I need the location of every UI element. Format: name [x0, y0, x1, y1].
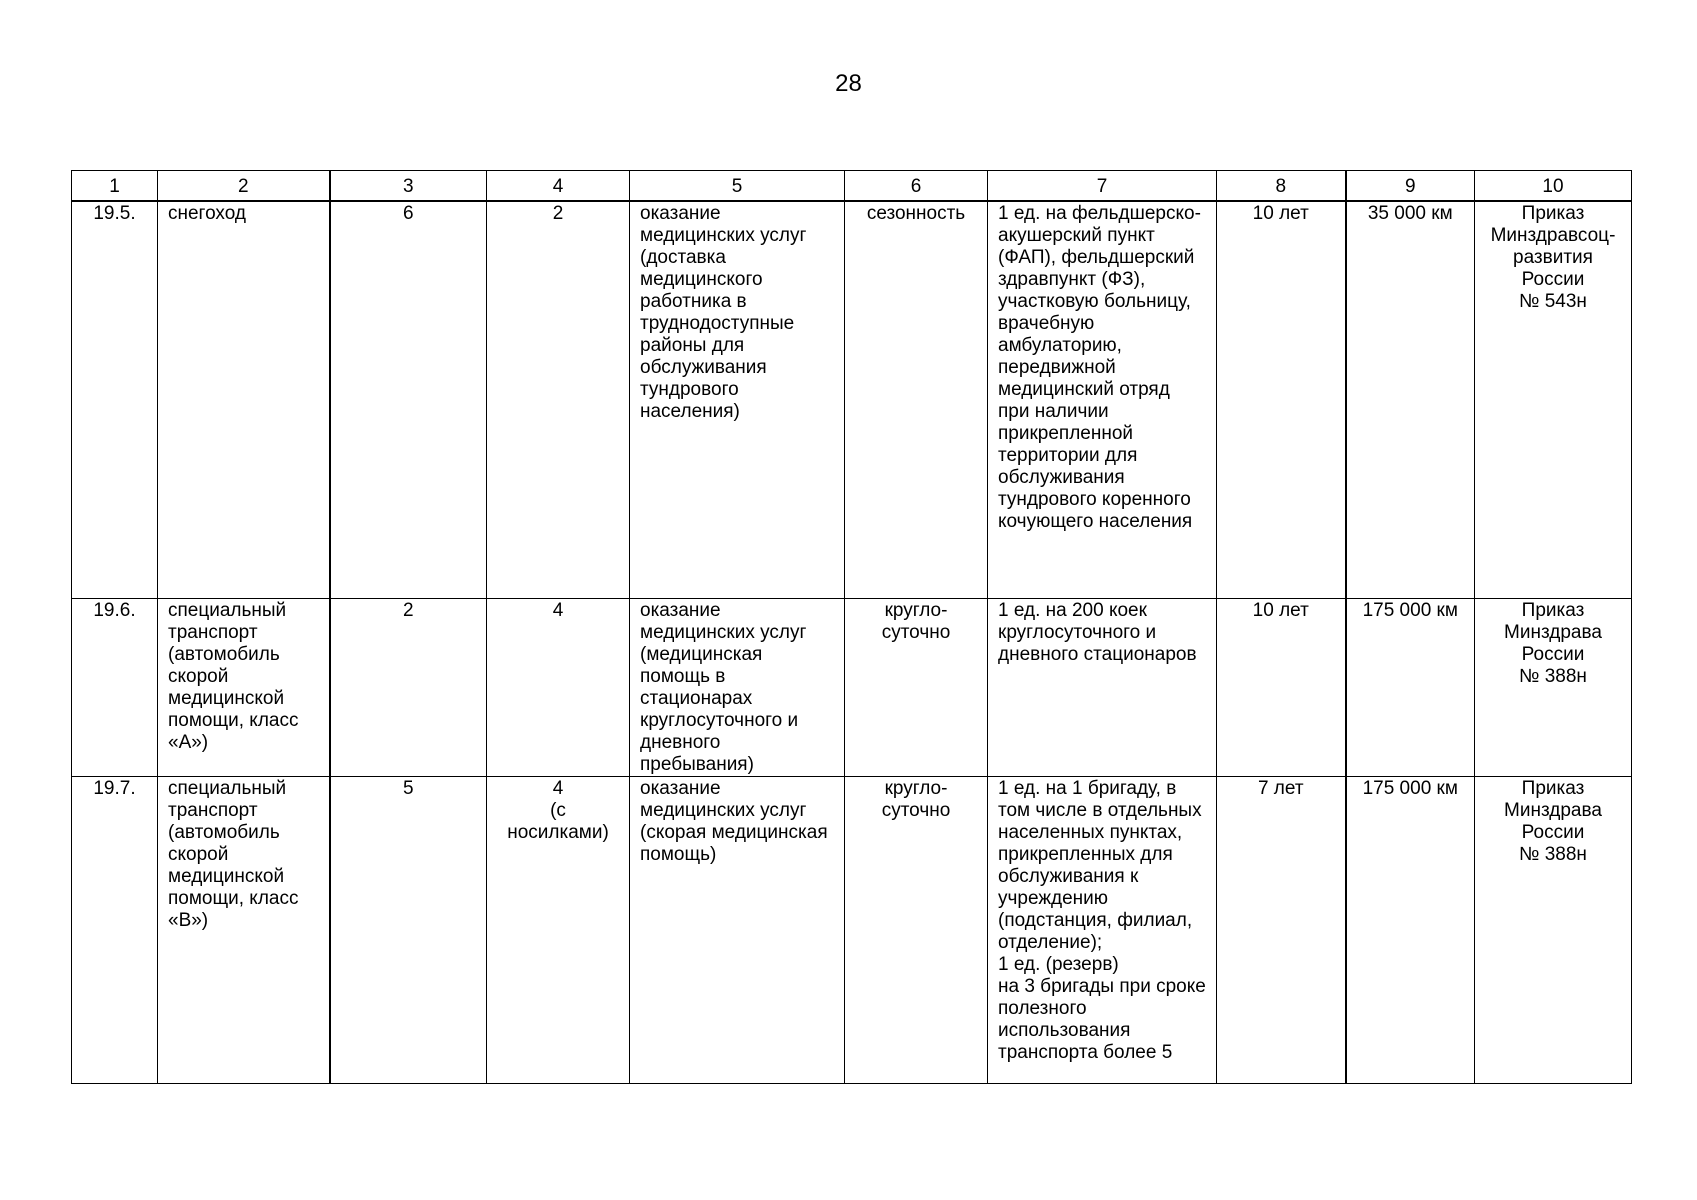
vehicle-name-cell: специальный транспорт (автомобиль скорой медицинской помощи, класс «В») [158, 777, 330, 1084]
vehicle-name-cell: снегоход [158, 201, 330, 599]
page-number: 28 [835, 70, 862, 97]
mode-line: сезонность [866, 203, 966, 224]
column-3-cell: 6 [330, 201, 487, 599]
norm-paragraph: на 3 бригады при сроке полезного использования транспорта более 5 [998, 976, 1206, 1063]
norm-cell [988, 777, 1217, 1084]
order-line: Приказ [1521, 203, 1585, 224]
mileage-cell: 175 000 км [1346, 777, 1475, 1084]
purpose-cell: оказание медицинских услуг (доставка медицинского работника в труднодоступные районы для обслуживания тундрового населения) [630, 201, 845, 599]
column-3-cell: 5 [330, 777, 487, 1084]
column-4-cell [487, 201, 630, 599]
order-line: России [1521, 822, 1585, 843]
column-header: 4 [487, 171, 630, 202]
term-cell: 10 лет [1217, 599, 1346, 777]
column-4-line: носилками) [507, 822, 609, 843]
row-number-cell: 19.7. [72, 777, 158, 1084]
norm-cell [988, 201, 1217, 599]
norm-paragraph: 1 ед. на фельдшерско-акушерский пункт (ФАП), фельдшерский здравпункт (ФЗ), участковую больницу, врачебную амбулаторию, передвижной медицинский отряд при наличии прикрепленной территории для обслуживания тундрового коренного кочующего населения [998, 203, 1201, 532]
norm-paragraph: 1 ед. (резерв) [998, 954, 1119, 975]
term-cell: 10 лет [1217, 201, 1346, 599]
table-row [72, 599, 1632, 777]
mode-line: суточно [881, 800, 951, 821]
column-header: 6 [845, 171, 988, 202]
column-header: 7 [988, 171, 1217, 202]
norm-paragraph: 1 ед. на 1 бригаду, в том числе в отдельных населенных пунктах, прикрепленных для обслуживания к учреждению (подстанция, филиал, отделение); [998, 778, 1202, 953]
column-4-line: (с [550, 800, 566, 821]
order-line: России [1521, 644, 1585, 665]
order-cell [1475, 599, 1632, 777]
column-4-cell [487, 777, 630, 1084]
column-header: 1 [72, 171, 158, 202]
vehicle-norms-table [71, 170, 1632, 1084]
order-line: России [1521, 269, 1585, 290]
norm-cell [988, 599, 1217, 777]
column-4-line: 4 [552, 600, 564, 621]
row-number-cell: 19.5. [72, 201, 158, 599]
mode-line: кругло- [884, 778, 948, 799]
mode-cell [845, 201, 988, 599]
norm-paragraph: 1 ед. на 200 коек круглосуточного и дневного стационаров [998, 600, 1197, 665]
column-header: 3 [330, 171, 487, 202]
order-line: Приказ [1521, 600, 1585, 621]
order-line: № 543н [1519, 291, 1587, 312]
column-4-line: 2 [552, 203, 564, 224]
mode-line: кругло- [884, 600, 948, 621]
column-header: 10 [1475, 171, 1632, 202]
column-3-cell: 2 [330, 599, 487, 777]
column-header: 5 [630, 171, 845, 202]
mode-cell [845, 777, 988, 1084]
mileage-cell: 35 000 км [1346, 201, 1475, 599]
order-line: Минздрава [1504, 800, 1602, 821]
mode-cell [845, 599, 988, 777]
order-line: Приказ [1521, 778, 1585, 799]
term-cell: 7 лет [1217, 777, 1346, 1084]
order-line: развития [1513, 247, 1593, 268]
column-4-cell [487, 599, 630, 777]
mileage-cell: 175 000 км [1346, 599, 1475, 777]
table-row [72, 201, 1632, 599]
mode-line: суточно [881, 622, 951, 643]
order-line: Минздрава [1504, 622, 1602, 643]
column-header: 2 [158, 171, 330, 202]
table-row [72, 777, 1632, 1084]
column-4-line: 4 [552, 778, 564, 799]
row-number-cell: 19.6. [72, 599, 158, 777]
order-line: № 388н [1519, 844, 1587, 865]
purpose-cell: оказание медицинских услуг (медицинская помощь в стационарах круглосуточного и дневного пребывания) [630, 599, 845, 777]
vehicle-name-cell: специальный транспорт (автомобиль скорой медицинской помощи, класс «А») [158, 599, 330, 777]
column-header: 9 [1346, 171, 1475, 202]
order-cell [1475, 201, 1632, 599]
order-cell [1475, 777, 1632, 1084]
order-line: № 388н [1519, 666, 1587, 687]
order-line: Минздравсоц- [1490, 225, 1616, 246]
column-header: 8 [1217, 171, 1346, 202]
table-header-row [72, 171, 1632, 202]
purpose-cell: оказание медицинских услуг (скорая медицинская помощь) [630, 777, 845, 1084]
